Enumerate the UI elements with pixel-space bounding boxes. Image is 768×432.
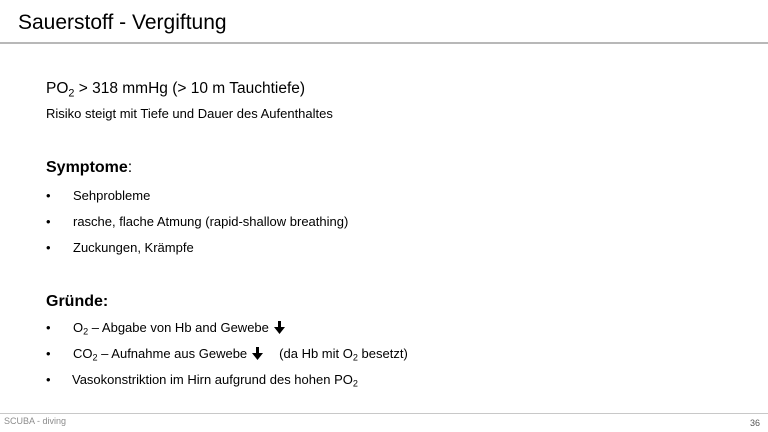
bullet: • [46,214,51,229]
footer-divider [0,413,768,414]
bullet: • [46,188,51,203]
po2-subscript: 2 [68,87,75,100]
list-item-text: rasche, flache Atmung (rapid-shallow breathing) [73,214,349,229]
risk-line: Risiko steigt mit Tiefe und Dauer des Aufenthaltes [46,106,333,121]
po2-prefix: PO [46,80,69,97]
bullet: • [46,320,51,335]
arrow-down-icon [252,347,263,364]
page-number: 36 [749,418,760,428]
vasoconstriction-text: Vasokonstriktion im Hirn aufgrund des hohen PO [72,372,353,387]
bullet: • [46,372,51,387]
arrow-down-icon [274,321,285,338]
bullet: • [46,346,51,361]
o2-subscript: 2 [83,326,89,337]
po2-rest: > 318 mmHg (> 10 m Tauchtiefe) [74,80,306,97]
o2-label: O [73,320,84,335]
o2-release-text: – Abgabe von Hb and Gewebe [88,320,269,335]
symptoms-heading-colon: : [127,159,133,176]
list-item-text: Sehprobleme [73,188,151,203]
bullet: • [46,240,51,255]
co2-label: CO [73,346,93,361]
list-item-text [73,346,408,364]
po2-line [46,79,305,99]
title-divider [0,42,768,44]
reasons-heading [46,292,108,312]
list-item-text [73,320,285,338]
hb-note-post: besetzt) [357,346,408,361]
symptoms-heading-text: Symptome [46,159,128,176]
list-item-text [72,372,358,388]
reasons-heading-text: Gründe: [46,293,109,310]
symptoms-heading [46,158,132,178]
footer-label: SCUBA - diving [4,416,67,426]
list-item-text: Zuckungen, Krämpfe [73,240,194,255]
hb-note-pre: (da Hb mit O [279,346,353,361]
co2-uptake-text: – Aufnahme aus Gewebe [97,346,248,361]
po2-subscript: 2 [352,378,358,389]
hb-note-subscript: 2 [352,352,358,363]
slide-title: Sauerstoff - Vergiftung [18,11,227,34]
co2-subscript: 2 [92,352,98,363]
